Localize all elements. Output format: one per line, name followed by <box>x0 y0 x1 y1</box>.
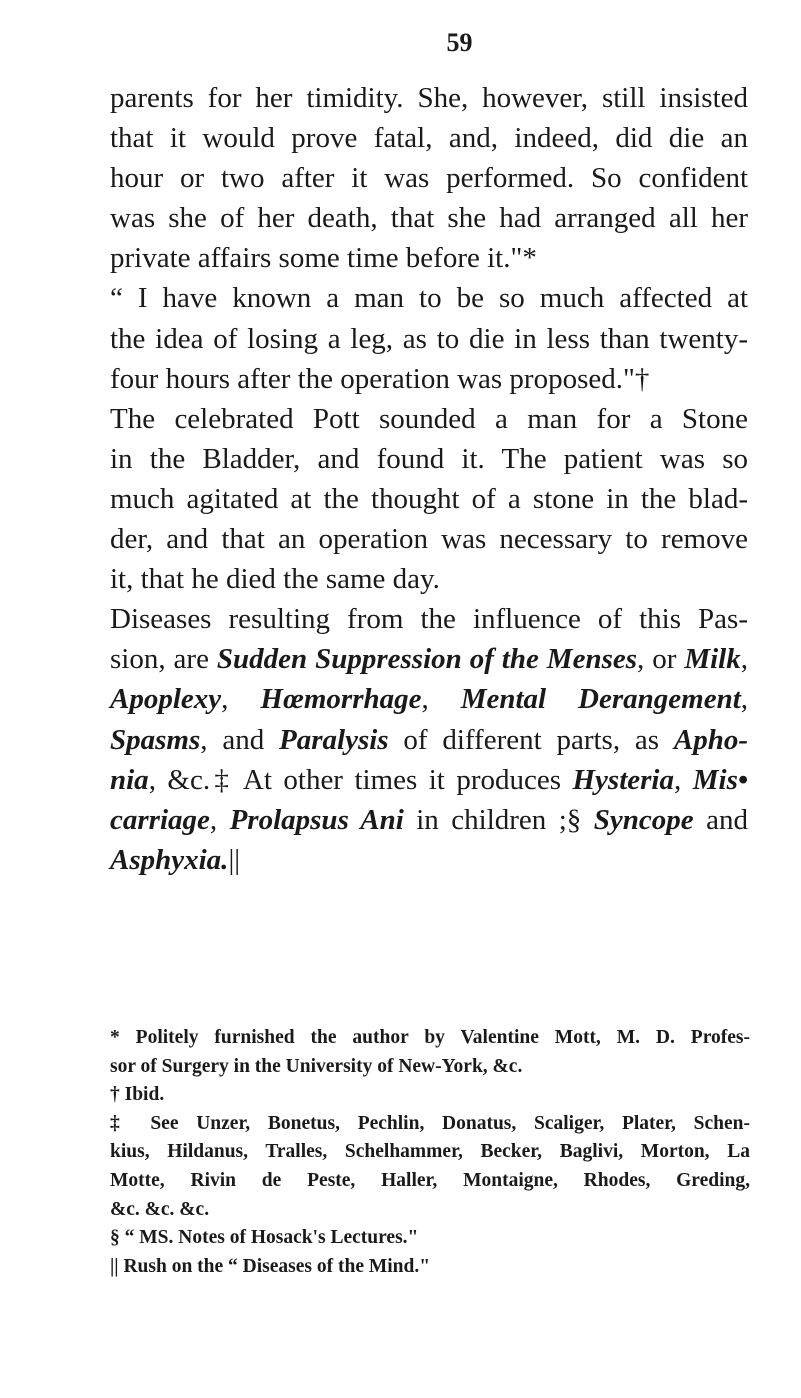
text-line: private affairs some time before it."* <box>110 242 537 275</box>
italic-term: Milk <box>684 643 741 676</box>
text-line <box>110 760 748 800</box>
italic-term: Prolapsus Ani <box>229 803 404 836</box>
text-line <box>110 679 748 719</box>
text-run: , <box>740 683 749 716</box>
italic-term: Apoplexy <box>110 683 222 716</box>
footnote-line: &c. &c. &c. <box>110 1198 210 1220</box>
text-run: , <box>221 683 261 716</box>
text-line <box>110 840 748 880</box>
text-line: the idea of losing a leg, as to die in less than twenty- <box>110 322 748 355</box>
italic-term: Sudden Suppression of the Menses <box>216 643 638 676</box>
footnote-line: kius, Hildanus, Tralles, Schelhammer, Becker, Baglivi, Morton, La <box>110 1141 750 1163</box>
text-line: much agitated at the thought of a stone in the blad- <box>110 482 748 515</box>
text-line: der, and that an operation was necessary to remove <box>110 523 748 556</box>
italic-term: Apho- <box>673 723 749 756</box>
text-run: || <box>228 843 241 876</box>
italic-term: Paralysis <box>279 723 389 756</box>
text-line <box>110 800 748 840</box>
footnote-line: Motte, Rivin de Peste, Haller, Montaigne, Rhodes, Greding, <box>110 1169 750 1191</box>
text-line: parents for her timidity. She, however, still insisted <box>110 82 748 114</box>
text-run: , &c.‡ At other times it produces <box>148 763 573 796</box>
footnote-line: sor of Surgery in the University of New-York, &c. <box>110 1055 523 1077</box>
footnotes <box>110 1024 750 1281</box>
text-line: The celebrated Pott sounded a man for a Stone <box>110 402 748 435</box>
italic-term: Mis• <box>692 763 749 796</box>
footnote-line: * Politely furnished the author by Valentine Mott, M. D. Profes- <box>110 1027 750 1048</box>
text-line: it, that he died the same day. <box>110 563 440 596</box>
text-run: sion, are <box>110 643 217 676</box>
text-line: in the Bladder, and found it. The patient was so <box>110 442 748 475</box>
footnote-line: || Rush on the “ Diseases of the Mind." <box>110 1255 431 1277</box>
text-line <box>110 720 748 760</box>
text-run: , <box>674 763 693 796</box>
text-run: in children ;§ <box>403 803 594 836</box>
italic-term: Asphyxia. <box>110 843 229 876</box>
italic-term: Spasms <box>110 723 201 756</box>
text-run: , <box>740 643 748 676</box>
text-line <box>110 639 748 679</box>
italic-term: Syncope <box>593 803 694 836</box>
italic-term: Hœmorrhage <box>260 683 422 716</box>
footnote-line: § “ MS. Notes of Hosack's Lectures." <box>110 1227 419 1249</box>
text-line: “ I have known a man to be so much affected at <box>110 282 748 315</box>
body-text <box>110 78 748 880</box>
page-number: 59 <box>446 28 473 57</box>
text-line: that it would prove fatal, and, indeed, did die an <box>110 122 748 155</box>
text-line: four hours after the operation was proposed."† <box>110 362 650 395</box>
text-line: hour or two after it was performed. So confident <box>110 162 748 195</box>
text-run: , and <box>200 723 280 756</box>
text-line: was she of her death, that she had arranged all her <box>110 202 748 235</box>
italic-term: Hysteria <box>572 763 674 796</box>
italic-term: Mental Derangement <box>460 683 741 716</box>
footnote-line: ‡ See Unzer, Bonetus, Pechlin, Donatus, Scaliger, Plater, Schen- <box>110 1112 750 1134</box>
text-run: , <box>421 683 461 716</box>
text-run: , <box>209 803 230 836</box>
text-run: and <box>693 803 748 836</box>
text-run: of different parts, as <box>388 723 674 756</box>
text-line: Diseases resulting from the influence of this Pas- <box>110 603 748 636</box>
italic-term: carriage <box>110 803 210 836</box>
italic-term: nia <box>110 763 149 796</box>
footnote-line: † Ibid. <box>110 1084 165 1106</box>
text-run: , or <box>637 643 685 676</box>
